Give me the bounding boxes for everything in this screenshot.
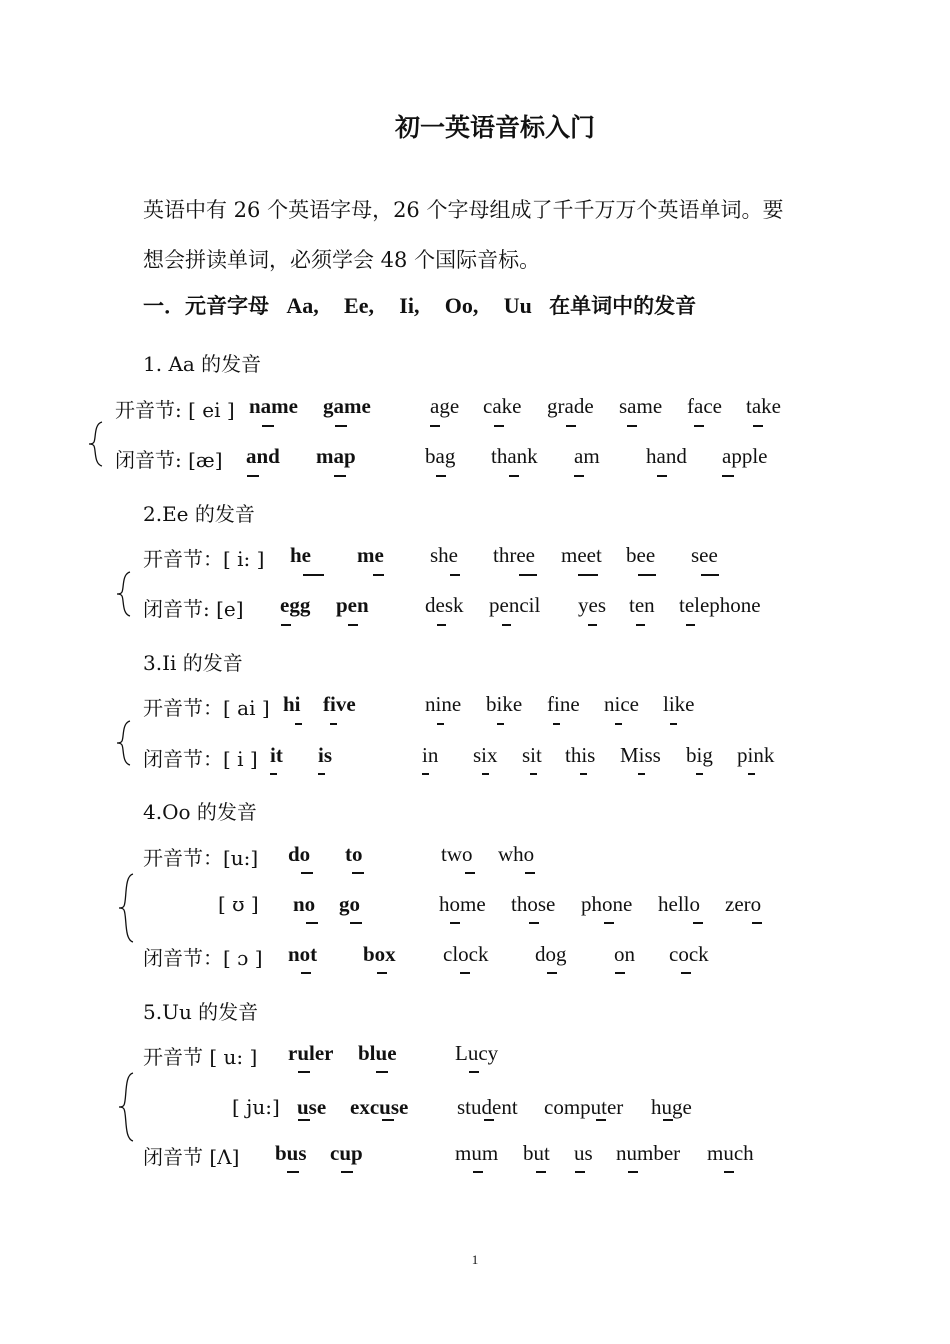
word: not xyxy=(288,942,318,966)
word: excuse xyxy=(350,1095,409,1119)
word: this xyxy=(565,743,596,767)
word: zero xyxy=(725,892,762,916)
word: who xyxy=(498,842,535,866)
word: same xyxy=(619,394,663,418)
open-syllable-label: 开音节：[u:] xyxy=(143,846,259,870)
word: Lucy xyxy=(455,1041,499,1065)
word: she xyxy=(430,543,458,567)
word: yes xyxy=(578,593,606,617)
word: thank xyxy=(491,444,538,468)
word: hand xyxy=(646,444,687,468)
word: six xyxy=(473,743,498,767)
heading-letter: Aa, xyxy=(286,293,319,318)
subtitle-oo: 4.Oo 的发音 xyxy=(143,800,257,824)
word: three xyxy=(493,543,535,567)
heading-letter: Ee, xyxy=(344,293,374,318)
word: student xyxy=(457,1095,518,1119)
word: he xyxy=(290,543,311,567)
word: use xyxy=(297,1095,327,1119)
subtitle-ee: 2.Ee 的发音 xyxy=(143,502,255,526)
word: hello xyxy=(658,892,700,916)
word: bike xyxy=(486,692,523,716)
word: blue xyxy=(358,1041,397,1065)
word: much xyxy=(707,1141,754,1165)
word: take xyxy=(746,394,781,418)
word: am xyxy=(574,444,600,468)
word: is xyxy=(318,743,333,767)
word: cock xyxy=(669,942,709,966)
word: name xyxy=(249,394,298,418)
word: ten xyxy=(629,593,655,617)
intro-line-2: 想会拼读单词，必须学会 48 个国际音标。 xyxy=(143,248,541,272)
word: bus xyxy=(275,1141,307,1165)
word: pink xyxy=(737,743,775,767)
word: it xyxy=(270,743,283,767)
word: fine xyxy=(547,692,580,716)
word: those xyxy=(511,892,556,916)
word: sit xyxy=(522,743,542,767)
word: nine xyxy=(425,692,462,716)
open-syllable-label: 开音节：[ ai ] xyxy=(143,696,270,720)
word: dog xyxy=(535,942,567,966)
closed-syllable-label: 闭音节: [æ] xyxy=(115,448,223,472)
word: face xyxy=(687,394,722,418)
heading-letter: Ii, xyxy=(399,293,420,318)
word: big xyxy=(686,743,713,767)
word: nice xyxy=(604,692,639,716)
word: two xyxy=(441,842,473,866)
open-syllable-label: 开音节：[ i: ] xyxy=(143,547,265,571)
word: cup xyxy=(330,1141,363,1165)
word: grade xyxy=(547,394,594,418)
subtitle-ii: 3.Ii 的发音 xyxy=(143,651,243,675)
word: see xyxy=(691,543,718,567)
open-syllable-label-2: [ ju:] xyxy=(232,1095,280,1119)
word: to xyxy=(345,842,363,866)
open-syllable-label-2: [ ʊ ] xyxy=(218,892,259,916)
word: age xyxy=(430,394,460,418)
heading-suffix: 在单词中的发音 xyxy=(549,294,697,318)
word: ruler xyxy=(288,1041,334,1065)
word: apple xyxy=(722,444,768,468)
word: hi xyxy=(283,692,301,716)
word: five xyxy=(323,692,356,716)
word: like xyxy=(663,692,695,716)
word: no xyxy=(293,892,316,916)
word: bag xyxy=(425,444,456,468)
word: game xyxy=(323,394,371,418)
word: in xyxy=(422,743,439,767)
word: huge xyxy=(651,1095,692,1119)
closed-syllable-label: 闭音节 [Λ] xyxy=(143,1145,240,1169)
word: clock xyxy=(443,942,489,966)
word: but xyxy=(523,1141,550,1165)
word: number xyxy=(616,1141,681,1165)
page-title: 初一英语音标入门 xyxy=(394,113,595,142)
word: desk xyxy=(425,593,464,617)
word: me xyxy=(357,543,384,567)
word: mum xyxy=(455,1141,499,1165)
subtitle-uu: 5.Uu 的发音 xyxy=(143,1000,259,1024)
closed-syllable-label: 闭音节：[ ɔ ] xyxy=(143,946,263,970)
open-syllable-label: 开音节 [ u: ] xyxy=(143,1045,258,1069)
word: and xyxy=(246,444,280,468)
word: on xyxy=(614,942,635,966)
word: meet xyxy=(561,543,602,567)
word: do xyxy=(288,842,311,866)
page-number: 1 xyxy=(471,1252,479,1267)
word: telephone xyxy=(679,593,761,617)
word: computer xyxy=(544,1095,624,1119)
closed-syllable-label: 闭音节: [e] xyxy=(143,597,244,621)
word: pencil xyxy=(489,593,541,617)
word: box xyxy=(363,942,396,966)
word: bee xyxy=(626,543,656,567)
word: us xyxy=(574,1141,593,1165)
closed-syllable-label: 闭音节：[ i ] xyxy=(143,747,258,771)
word: home xyxy=(439,892,486,916)
heading-letter: Oo, xyxy=(444,293,479,318)
heading-prefix: 一．元音字母 xyxy=(143,294,269,318)
intro-line-1: 英语中有 26 个英语字母，26 个字母组成了千千万万个英语单词。要 xyxy=(143,198,784,222)
heading-letter: Uu xyxy=(503,293,532,318)
word: phone xyxy=(581,892,633,916)
word: map xyxy=(316,444,356,468)
open-syllable-label: 开音节: [ ei ] xyxy=(115,398,235,422)
word: Miss xyxy=(620,743,661,767)
word: egg xyxy=(280,593,311,617)
subtitle-aa: 1. Aa 的发音 xyxy=(143,352,262,376)
word: pen xyxy=(336,593,369,617)
word: go xyxy=(339,892,360,916)
word: cake xyxy=(483,394,522,418)
